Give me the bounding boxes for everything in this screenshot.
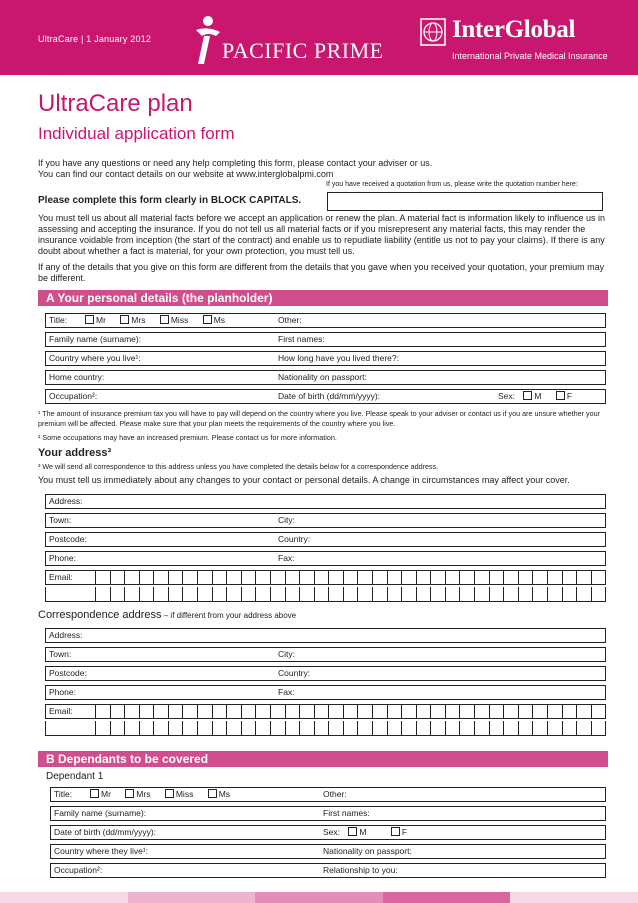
town-field[interactable]: Town: — [49, 515, 72, 525]
address-row — [45, 494, 606, 509]
title-ms-checkbox[interactable] — [203, 315, 212, 324]
pacific-prime-brand: PACIFIC PRIME — [222, 38, 384, 63]
correspondence-heading — [38, 609, 296, 621]
dep-sex-options — [323, 826, 407, 839]
footnote-1: ¹ The amount of insurance premium tax you will have to pay will depend on the country where you live. Please speak to your adviser or contact us if you are unsure whether your premium will be affected. Please make sure that your plan meets the requirements of the country where you live. — [38, 409, 600, 428]
intro-line-1: If you have any questions or need any help completing this form, please contact your adviser or us. — [38, 158, 433, 168]
footnote-2: ² Some occupations may have an increased premium. Please contact us for more information. — [38, 433, 337, 442]
dep-occupation-row — [50, 863, 606, 878]
document-date: UltraCare | 1 January 2012 — [38, 34, 152, 44]
corr-email-label: Email: — [49, 706, 73, 716]
dep-title-ms-label: Ms — [218, 789, 231, 799]
corr-email-character-cells — [95, 705, 605, 718]
home-country-field[interactable]: Home country: — [49, 372, 105, 382]
title-miss-checkbox[interactable] — [160, 315, 169, 324]
footnote-3: ³ We will send all correspondence to this address unless you have completed the details below for a correspondence address. — [38, 462, 439, 471]
dep-title-mr-label: Mr — [101, 789, 111, 799]
dep-name-row — [50, 806, 606, 821]
dep-sex-m-label: M — [359, 827, 367, 837]
form-subtitle: Individual application form — [38, 124, 235, 143]
corr-town-field[interactable]: Town: — [49, 649, 72, 659]
dep-title-miss-label: Miss — [175, 789, 194, 799]
title-ms-label: Ms — [213, 315, 226, 325]
dep-sex-f-checkbox[interactable] — [391, 827, 400, 836]
corr-phone-row — [45, 685, 606, 700]
address-field[interactable]: Address: — [49, 496, 83, 506]
email-field[interactable] — [45, 570, 606, 585]
plan-title: UltraCare plan — [38, 90, 193, 117]
dob-field[interactable]: Date of birth (dd/mm/yyyy): — [278, 391, 381, 401]
interglobal-brand: InterGlobal — [452, 16, 576, 43]
residence-row — [45, 351, 606, 366]
dep-title-mr-checkbox[interactable] — [90, 789, 99, 798]
dep-title-mrs-label: Mrs — [136, 789, 151, 799]
postcode-row — [45, 532, 606, 547]
email-label: Email: — [49, 572, 73, 582]
town-row — [45, 513, 606, 528]
postcode-field[interactable]: Postcode: — [49, 534, 87, 544]
first-names-field[interactable]: First names: — [278, 334, 325, 344]
intro-line-2: You can find our contact details on our website at www.interglobalpmi.com — [38, 169, 334, 179]
quote-note: If you have received a quotation from us, please write the quotation number here: — [326, 181, 578, 188]
corr-city-field[interactable]: City: — [278, 649, 295, 659]
corr-email-character-cells-2 — [95, 721, 605, 735]
title-mr-label: Mr — [96, 315, 106, 325]
country-live-field[interactable]: Country where you live¹: — [49, 353, 141, 363]
how-long-field[interactable]: How long have you lived there?: — [278, 353, 399, 363]
section-b-heading: B Dependants to be covered — [38, 751, 608, 767]
dep-sex-f-label: F — [401, 827, 408, 837]
phone-field[interactable]: Phone: — [49, 553, 76, 563]
corr-fax-field[interactable]: Fax: — [278, 687, 295, 697]
title-mr-checkbox[interactable] — [85, 315, 94, 324]
family-name-field[interactable]: Family name (surname): — [49, 334, 142, 344]
corr-postcode-row — [45, 666, 606, 681]
dep-family-name-field[interactable]: Family name (surname): — [54, 808, 147, 818]
dep-sex-label: Sex: — [323, 827, 341, 837]
dep-title-options — [84, 788, 230, 801]
dep-title-label: Title: — [54, 789, 73, 799]
corr-town-row — [45, 647, 606, 662]
dep-relationship-field[interactable]: Relationship to you: — [323, 865, 398, 875]
sex-f-checkbox[interactable] — [556, 391, 565, 400]
sex-label: Sex: — [498, 391, 516, 401]
sex-f-label: F — [566, 391, 573, 401]
interglobal-globe-icon — [420, 18, 446, 46]
premium-difference-text: If any of the details that you give on this form are different from the details that you gave when you received your quotation, your premium may be different. — [38, 262, 605, 283]
address-change-notice: You must tell us immediately about any changes to your contact or personal details. A change in circumstances may affect your cover. — [38, 475, 570, 485]
occupation-row — [45, 389, 606, 404]
title-label: Title: — [49, 315, 68, 325]
home-country-row — [45, 370, 606, 385]
dep-first-names-field[interactable]: First names: — [323, 808, 370, 818]
corr-email-field[interactable] — [45, 704, 606, 719]
section-a-heading: A Your personal details (the planholder) — [38, 290, 608, 306]
country-field[interactable]: Country: — [278, 534, 311, 544]
footer-color-bar — [0, 892, 638, 903]
dep-sex-m-checkbox[interactable] — [348, 827, 357, 836]
sex-m-checkbox[interactable] — [523, 391, 532, 400]
correspondence-note: – if different from your address above — [161, 611, 297, 620]
title-miss-label: Miss — [170, 315, 189, 325]
email-field-continued[interactable] — [45, 587, 606, 602]
block-capitals-instruction: Please complete this form clearly in BLOCK CAPITALS. — [38, 195, 302, 206]
interglobal-tagline: International Private Medical Insurance — [452, 51, 608, 61]
dep-country-row — [50, 844, 606, 859]
dep-nationality-field[interactable]: Nationality on passport: — [323, 846, 412, 856]
corr-address-row — [45, 628, 606, 643]
title-mrs-checkbox[interactable] — [120, 315, 129, 324]
material-facts-text: You must tell us about all material facts before we accept an application or renew the plan. A material fact is information likely to influence us in assessing and accepting the insurance. If you do not tell us all material facts or if you misrepresent any material facts, this may render the insurance voidable from inception (the start of the contract) and enable us to repudiate liability (entitle us not to pay your claims). If there is any doubt about whether a fact is material, for your own protection, you must tell us. — [38, 213, 605, 256]
other-title-field[interactable]: Other: — [278, 315, 302, 325]
title-row — [45, 313, 606, 328]
dependant-1-heading: Dependant 1 — [46, 771, 104, 782]
occupation-field[interactable]: Occupation²: — [49, 391, 98, 401]
dep-title-ms-checkbox[interactable] — [208, 789, 217, 798]
dep-title-mrs-checkbox[interactable] — [125, 789, 134, 798]
dep-occupation-field[interactable]: Occupation²: — [54, 865, 103, 875]
email-character-cells — [95, 571, 605, 584]
corr-email-field-continued[interactable] — [45, 721, 606, 736]
fax-field[interactable]: Fax: — [278, 553, 295, 563]
page-header — [0, 0, 638, 75]
dep-title-row — [50, 787, 606, 802]
your-address-heading: Your address³ — [38, 447, 112, 459]
sex-m-label: M — [534, 391, 542, 401]
dep-country-live-field[interactable]: Country where they live¹: — [54, 846, 149, 856]
email-character-cells-2 — [95, 587, 605, 601]
dep-dob-field[interactable]: Date of birth (dd/mm/yyyy): — [54, 827, 157, 837]
correspondence-title: Correspondence address — [38, 609, 162, 621]
name-row — [45, 332, 606, 347]
corr-phone-field[interactable]: Phone: — [49, 687, 76, 697]
quotation-number-input[interactable] — [327, 192, 603, 211]
corr-postcode-field[interactable]: Postcode: — [49, 668, 87, 678]
dep-title-miss-checkbox[interactable] — [165, 789, 174, 798]
corr-address-field[interactable]: Address: — [49, 630, 83, 640]
nationality-field[interactable]: Nationality on passport: — [278, 372, 367, 382]
corr-country-field[interactable]: Country: — [278, 668, 311, 678]
city-field[interactable]: City: — [278, 515, 295, 525]
dep-other-title-field[interactable]: Other: — [323, 789, 347, 799]
dep-dob-row — [50, 825, 606, 840]
phone-row — [45, 551, 606, 566]
title-options — [79, 314, 225, 327]
title-mrs-label: Mrs — [131, 315, 146, 325]
sex-options — [498, 390, 572, 403]
